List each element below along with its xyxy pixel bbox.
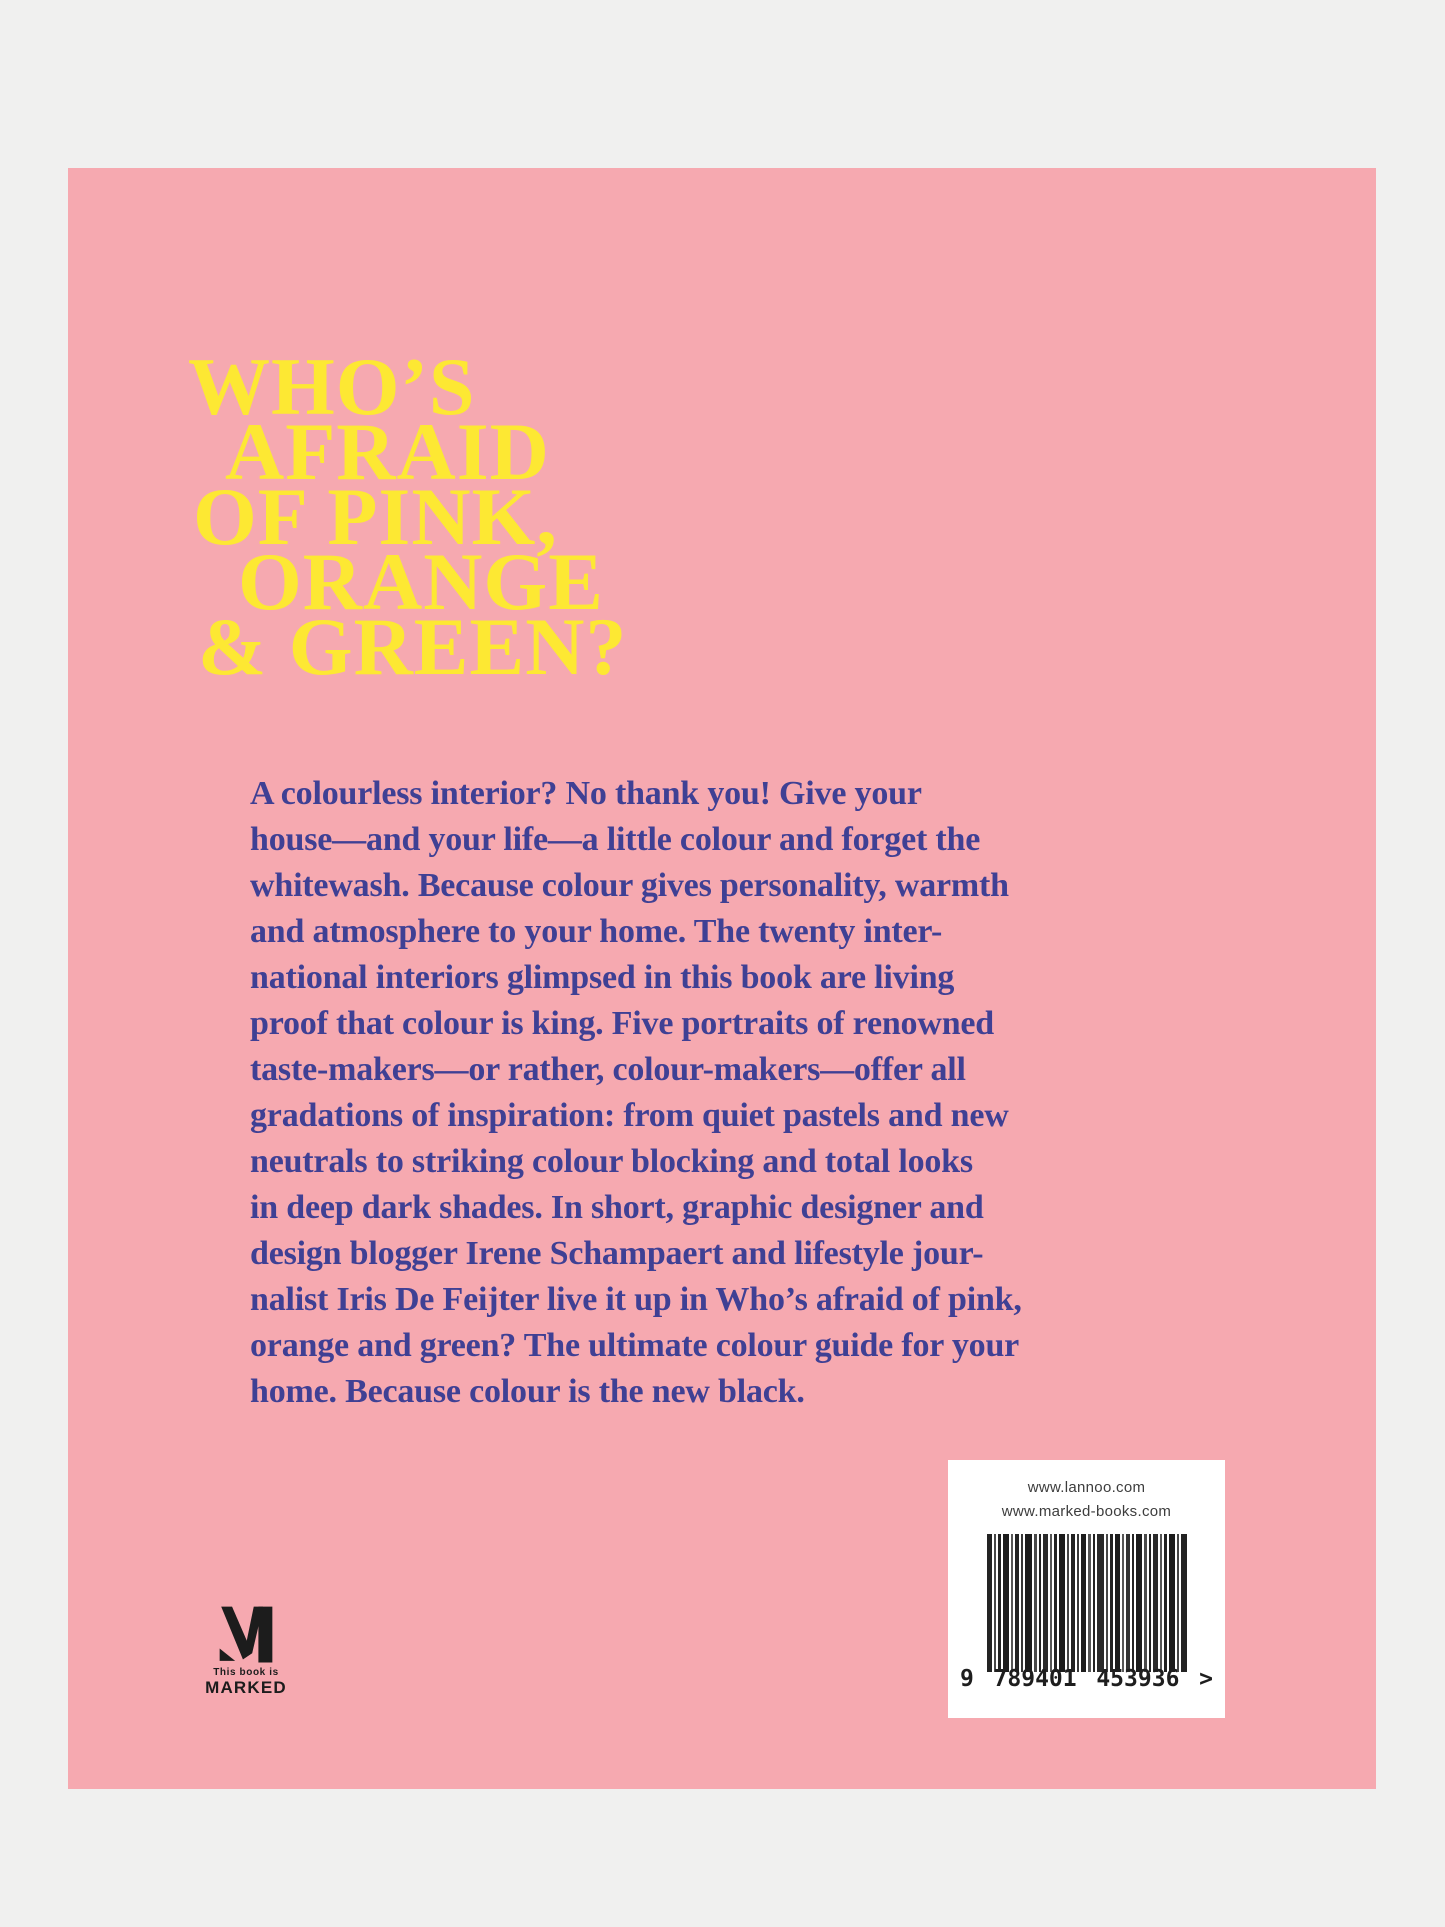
- title-line: OF PINK,: [193, 471, 558, 562]
- book-title: [188, 341, 628, 692]
- blurb-line: taste-makers—or rather, colour-makers—offer all: [250, 1051, 966, 1088]
- blurb-line: design blogger Irene Schampaert and lifestyle jour-: [250, 1235, 984, 1272]
- blurb-line: and atmosphere to your home. The twenty inter-: [250, 913, 943, 950]
- isbn-group-3: 453936: [1096, 1666, 1180, 1692]
- blurb-line: house—and your life—a little colour and forget the: [250, 821, 981, 858]
- blurb-line: orange and green? The ultimate colour guide for your: [250, 1327, 1020, 1364]
- isbn-group-2: 789401: [993, 1666, 1077, 1692]
- book-back-cover: [68, 168, 1376, 1789]
- title-line: AFRAID: [225, 406, 550, 497]
- website-url-lannoo: www.lannoo.com: [1027, 1479, 1146, 1496]
- logo-tagline-bold: MARKED: [205, 1678, 287, 1697]
- barcode-panel: [948, 1460, 1225, 1718]
- marked-m-logo-icon: [209, 1602, 283, 1664]
- blurb-line: proof that colour is king. Five portraits of renowned: [250, 1005, 995, 1042]
- title-line: & GREEN?: [198, 601, 628, 692]
- title-line: WHO’S: [188, 341, 476, 432]
- publisher-logo: [171, 1602, 321, 1698]
- blurb-line: in deep dark shades. In short, graphic designer and: [250, 1189, 984, 1226]
- blurb-line: national interiors glimpsed in this book are living: [250, 959, 955, 996]
- book-blurb: [250, 771, 1022, 1415]
- blurb-line: whitewash. Because colour gives personality, warmth: [250, 867, 1009, 904]
- blurb-line: nalist Iris De Feijter live it up in Who’s afraid of pink,: [250, 1281, 1022, 1318]
- title-line: ORANGE: [238, 536, 604, 627]
- barcode-icon: [987, 1534, 1187, 1672]
- website-url-marked-books: www.marked-books.com: [1001, 1503, 1172, 1520]
- barcode-arrow: >: [1199, 1666, 1213, 1692]
- isbn-group-1: 9: [960, 1666, 974, 1692]
- blurb-line: A colourless interior? No thank you! Give your: [250, 775, 922, 812]
- blurb-line: neutrals to striking colour blocking and total looks: [250, 1143, 973, 1180]
- blurb-line: home. Because colour is the new black.: [250, 1373, 805, 1410]
- blurb-line: gradations of inspiration: from quiet pastels and new: [250, 1097, 1009, 1134]
- logo-tagline-small: This book is: [213, 1667, 279, 1678]
